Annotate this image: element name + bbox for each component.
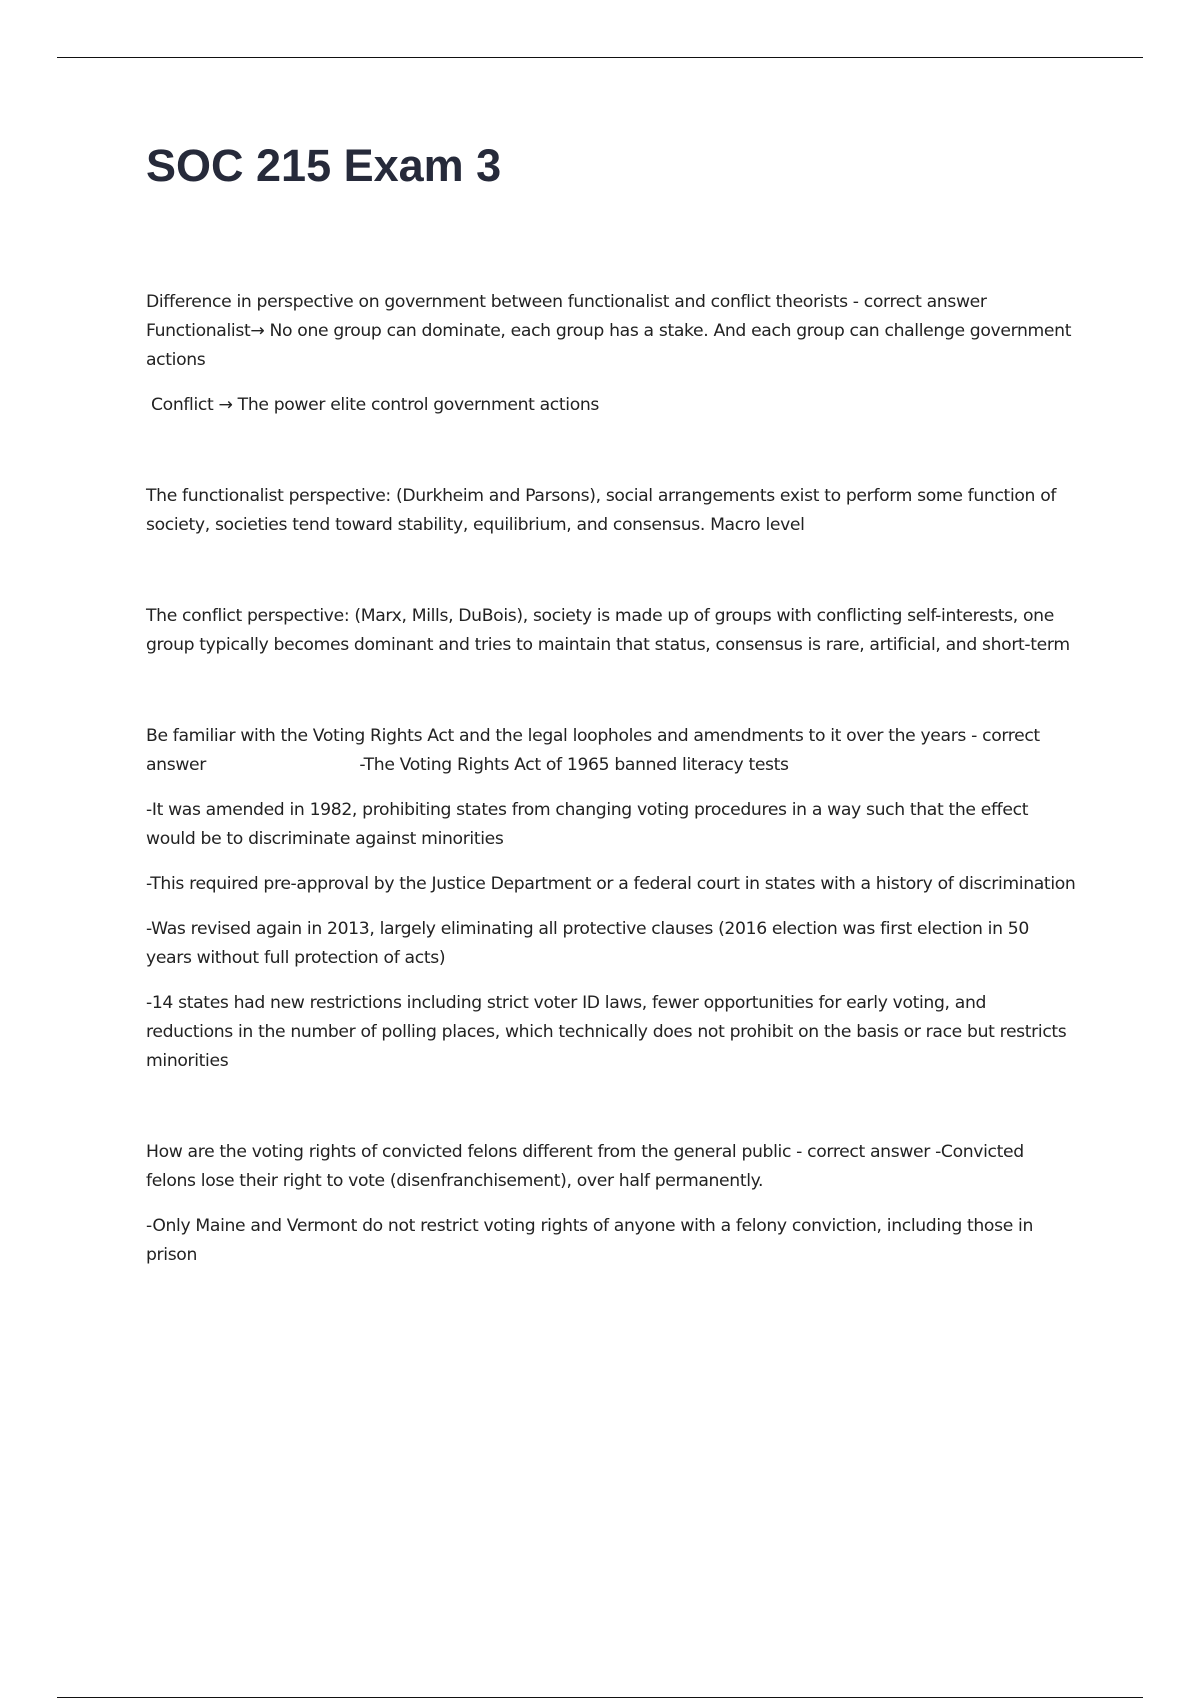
section-1-paragraph-2: Conflict → The power elite control government actions bbox=[151, 394, 600, 415]
section-government-perspectives bbox=[146, 288, 1076, 420]
top-rule bbox=[57, 57, 1143, 58]
section-functionalist-perspective bbox=[146, 482, 1076, 540]
document-body bbox=[146, 140, 1076, 1270]
section-4-paragraph-3: -This required pre-approval by the Justice Department or a federal court in states with a history of discrimination bbox=[146, 873, 1076, 894]
section-4-paragraph-4: -Was revised again in 2013, largely eliminating all protective clauses (2016 election was first election in 50 years without full protection of acts) bbox=[146, 918, 1035, 968]
section-5-paragraph-2: -Only Maine and Vermont do not restrict voting rights of anyone with a felony conviction, including those in prison bbox=[146, 1215, 1039, 1265]
bottom-rule bbox=[57, 1697, 1143, 1698]
section-4-paragraph-1: Be familiar with the Voting Rights Act and the legal loopholes and amendments to it over the years - correct answer -The Voting Rights Act of 1965 banned literacy tests bbox=[146, 725, 1045, 775]
section-4-paragraph-5: -14 states had new restrictions including strict voter ID laws, fewer opportunities for early voting, and reductions in the number of polling places, which technically does not prohibit on the basis or race but restricts minorities bbox=[146, 992, 1072, 1071]
section-4-paragraph-2: -It was amended in 1982, prohibiting states from changing voting procedures in a way such that the effect would be to discriminate against minorities bbox=[146, 799, 1034, 849]
section-3-paragraph-1: The conflict perspective: (Marx, Mills, DuBois), society is made up of groups with conflicting self-interests, one group typically becomes dominant and tries to maintain that status, consensus is rare, artificial, and short-term bbox=[146, 605, 1070, 655]
section-5-paragraph-1: How are the voting rights of convicted felons different from the general public - correct answer -Convicted felons lose their right to vote (disenfranchisement), over half permanently. bbox=[146, 1141, 1029, 1191]
section-2-paragraph-1: The functionalist perspective: (Durkheim and Parsons), social arrangements exist to perform some function of society, societies tend toward stability, equilibrium, and consensus. Macro level bbox=[146, 485, 1062, 535]
section-voting-rights-act bbox=[146, 722, 1076, 1076]
document-title: SOC 215 Exam 3 bbox=[146, 140, 502, 191]
section-conflict-perspective bbox=[146, 602, 1076, 660]
section-felon-voting-rights bbox=[146, 1138, 1076, 1270]
section-1-paragraph-1: Difference in perspective on government between functionalist and conflict theorists - correct answer Functionalist→ No one group can dominate, each group has a stake. And each group can challenge government actions bbox=[146, 291, 1077, 370]
